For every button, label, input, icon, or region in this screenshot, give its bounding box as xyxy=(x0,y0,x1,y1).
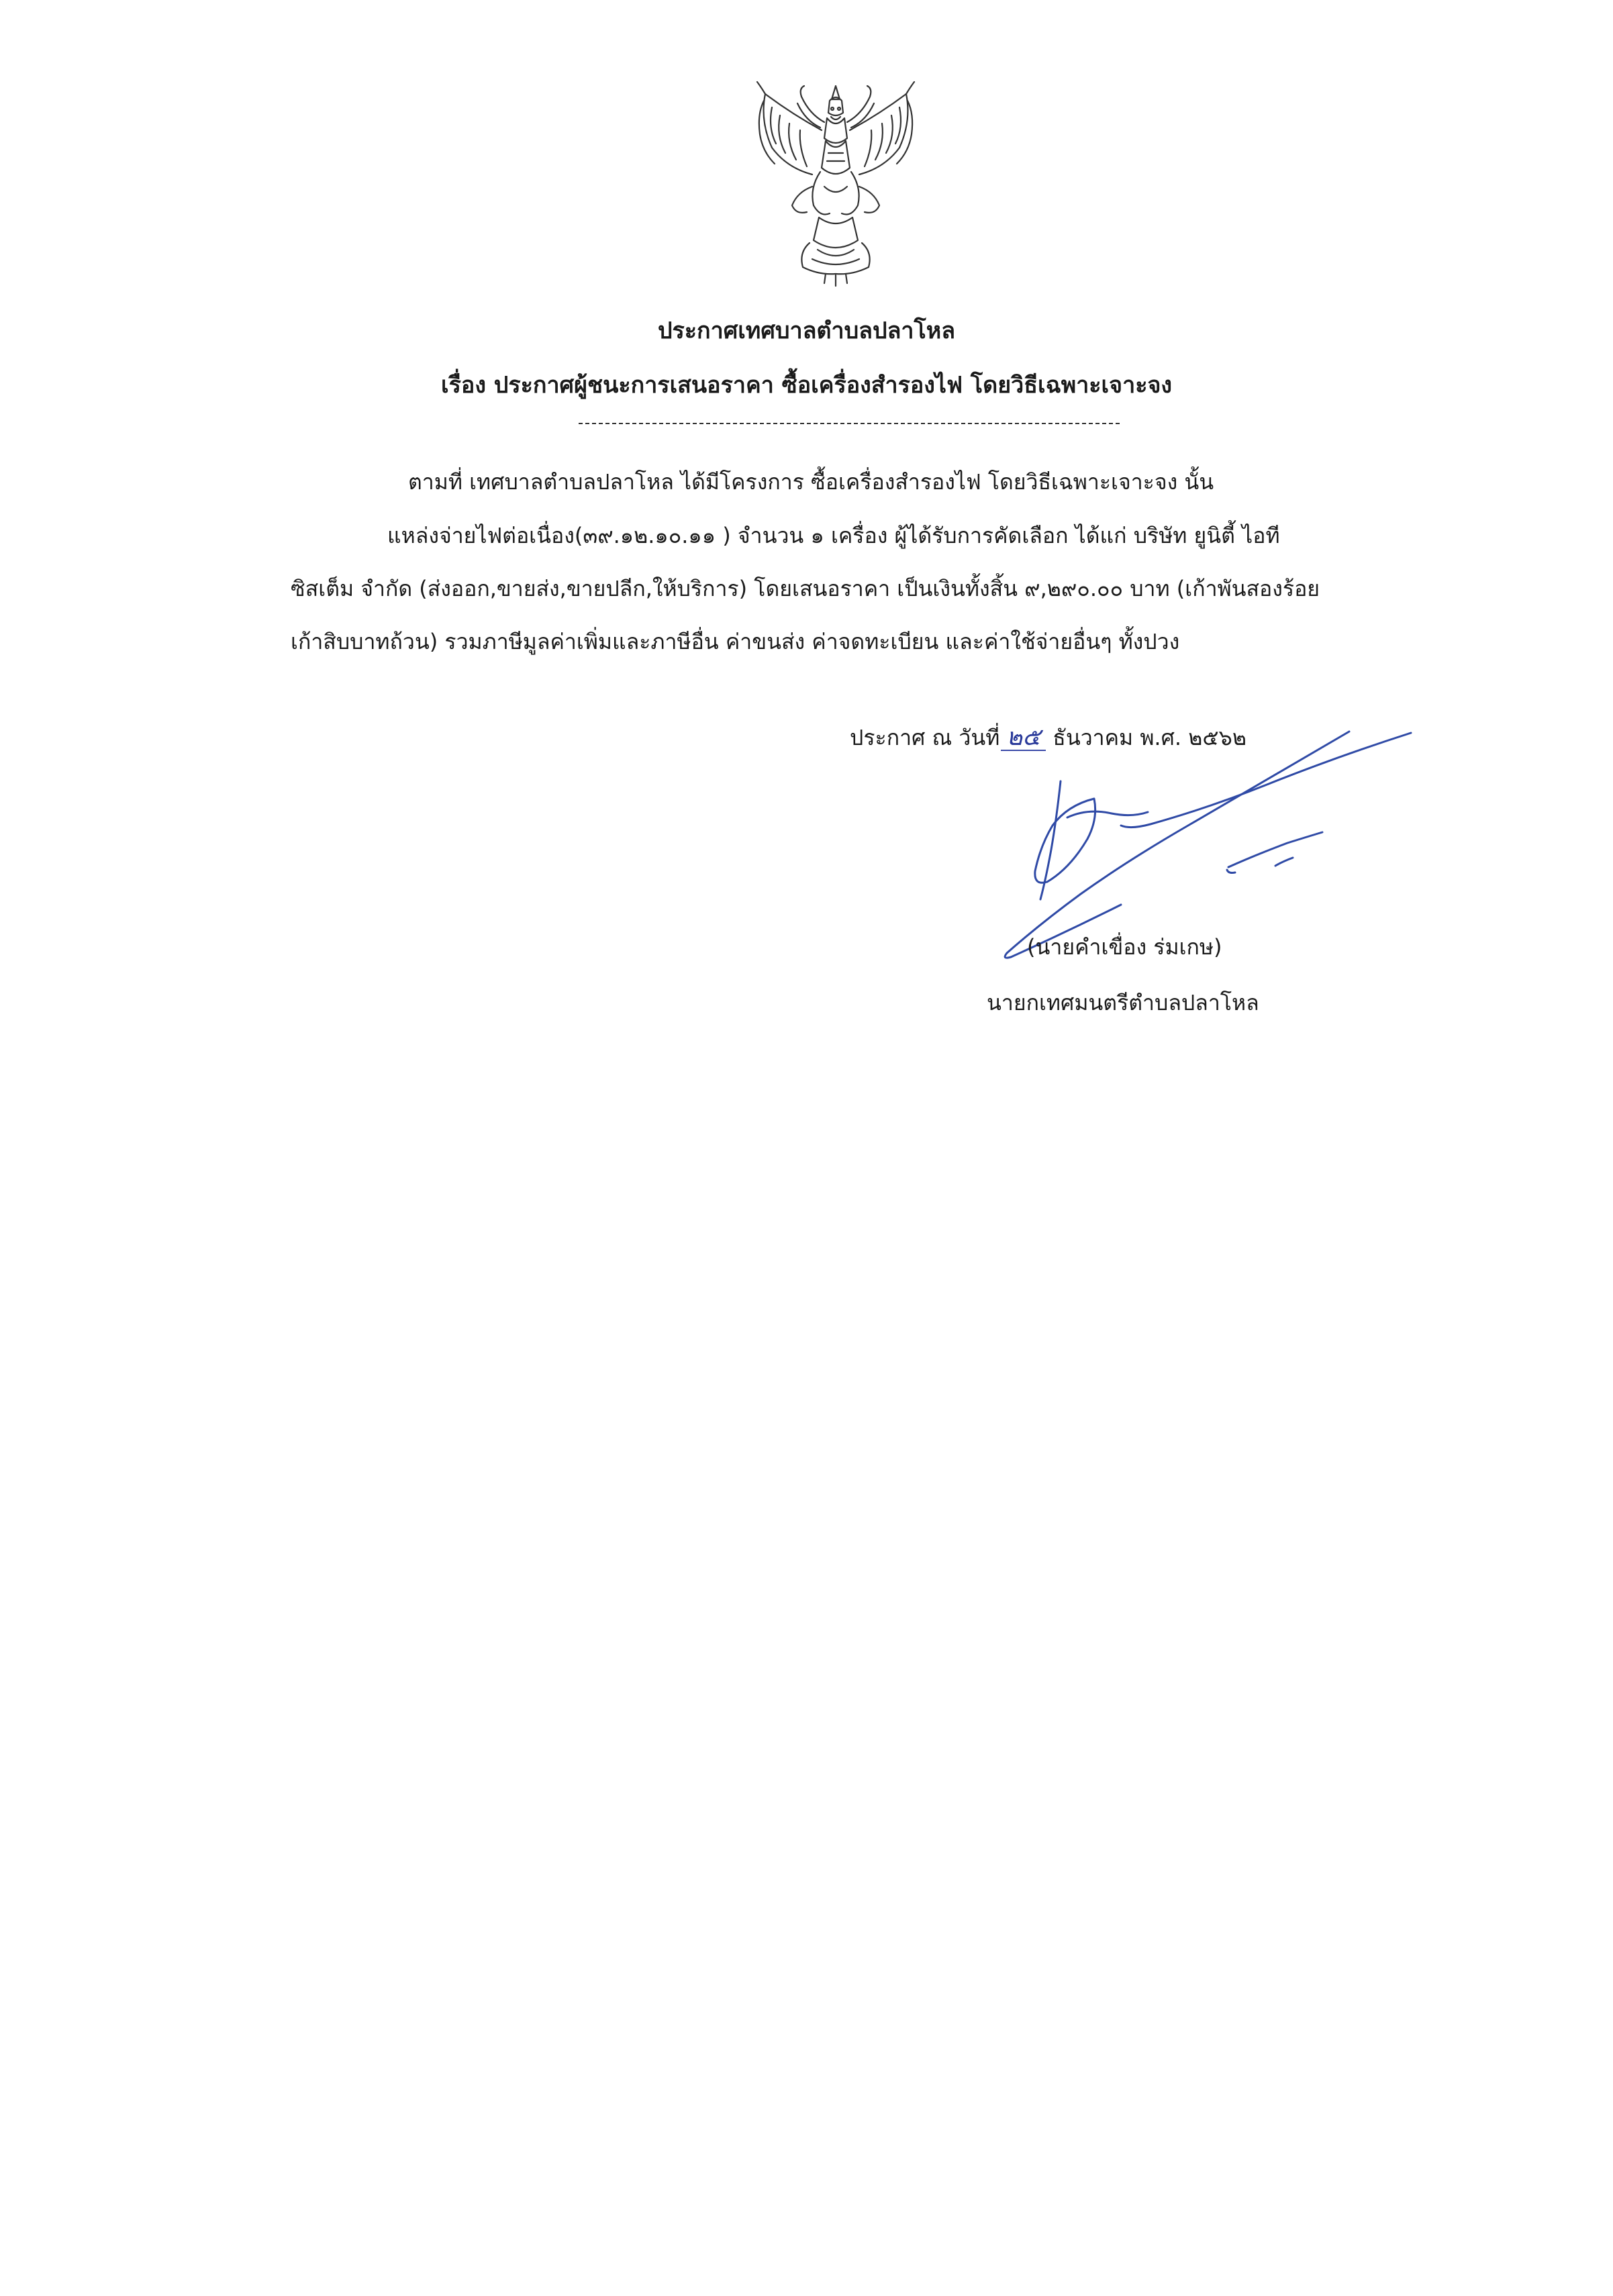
handwritten-day: ๒๕ xyxy=(1001,726,1046,751)
date-prefix: ประกาศ ณ วันที่ xyxy=(850,725,1000,750)
signer-name: (นายคำเขื่อง ร่มเกษ) xyxy=(1027,934,1222,960)
body-line: แหล่งจ่ายไฟต่อเนื่อง(๓๙.๑๒.๑๐.๑๑ ) จำนวน ๑ เครื่อง ผู้ได้รับการคัดเลือก ได้แก่ บริษัท ยูนิตี้ ไอที xyxy=(387,523,1280,548)
body-line: เก้าสิบบาทถ้วน) รวมภาษีมูลค่าเพิ่มและภาษีอื่น ค่าขนส่ง ค่าจดทะเบียน และค่าใช้จ่ายอื่นๆ ทั้งปวง xyxy=(291,629,1180,654)
announcement-subject: เรื่อง ประกาศผู้ชนะการเสนอราคา ซื้อเครื่องสำรองไฟ โดยวิธีเฉพาะเจาะจง xyxy=(441,372,1172,399)
announcement-title: ประกาศเทศบาลตำบลปลาโหล xyxy=(657,317,956,344)
body-line: ซิสเต็ม จำกัด (ส่งออก,ขายส่ง,ขายปลีก,ให้บริการ) โดยเสนอราคา เป็นเงินทั้งสิ้น ๙,๒๙๐.๐๐ บาท (เก้าพันสองร้อย xyxy=(291,576,1320,601)
date-month-year: ธันวาคม พ.ศ. ๒๕๖๒ xyxy=(1053,725,1247,750)
title-divider xyxy=(579,423,1120,424)
garuda-emblem-icon xyxy=(745,74,926,289)
body-line: ตามที่ เทศบาลตำบลปลาโหล ได้มีโครงการ ซื้อเครื่องสำรองไฟ โดยวิธีเฉพาะเจาะจง นั้น xyxy=(408,469,1214,495)
signer-position: นายกเทศมนตรีตำบลปลาโหล xyxy=(987,990,1259,1015)
